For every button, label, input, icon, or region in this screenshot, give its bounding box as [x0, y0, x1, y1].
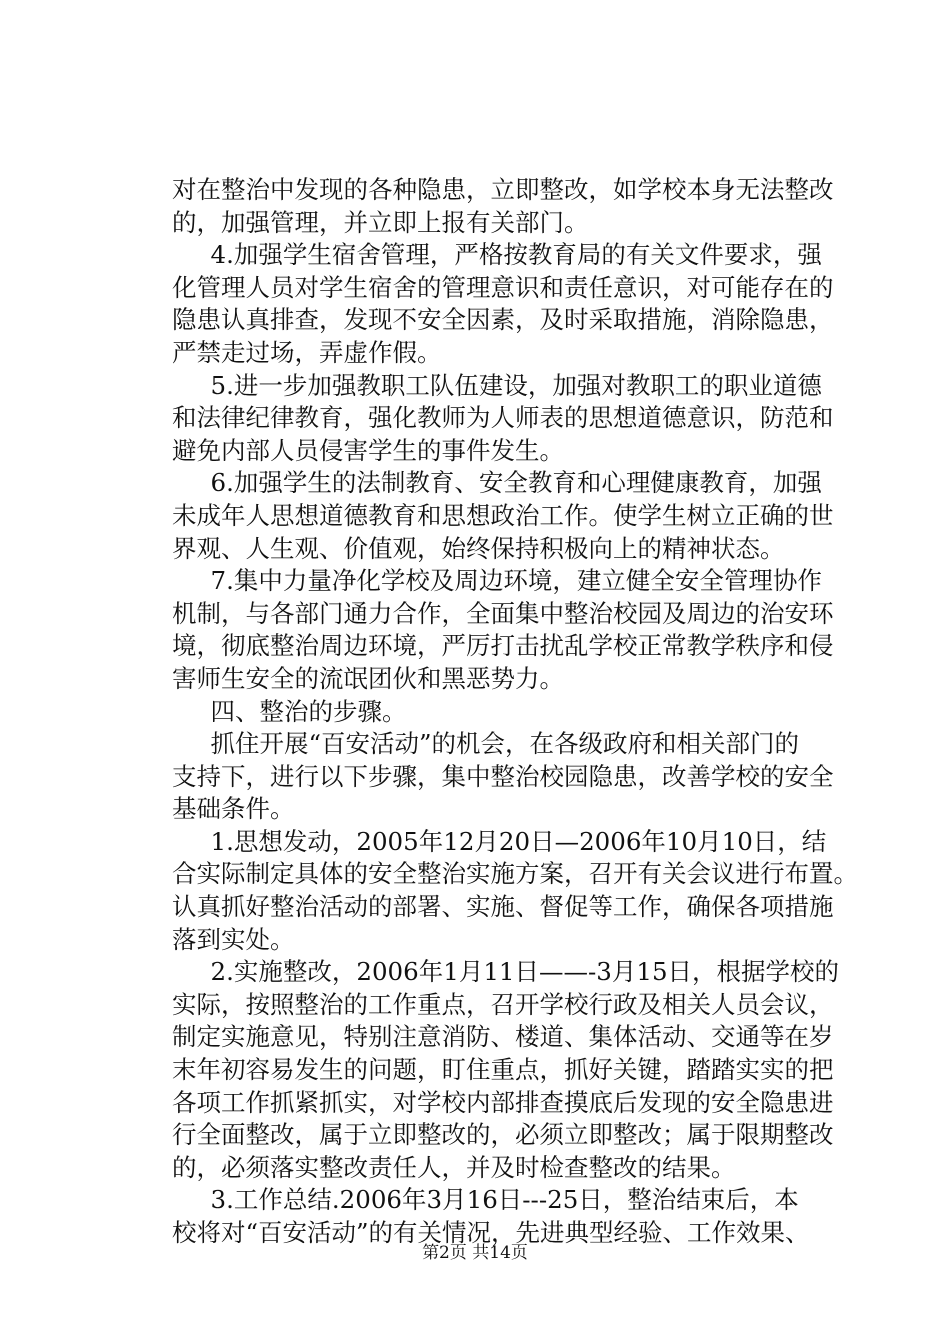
text-line: 的，加强管理，并立即上报有关部门。: [172, 207, 589, 237]
text-line: 校将对“百安活动”的有关情况，先进典型经验、工作效果、: [172, 1218, 810, 1247]
page-footer: 第2页 共14页: [422, 1243, 528, 1263]
text-line: 基础条件。: [172, 794, 295, 824]
text-line: 抓住开展“百安活动”的机会，在各级政府和相关部门的: [186, 729, 800, 759]
text-line: 认真抓好整治活动的部署、实施、督促等工作，确保各项措施: [172, 892, 834, 922]
text-line: 隐患认真排查，发现不安全因素，及时采取措施，消除隐患，: [172, 305, 834, 335]
text-line: 害师生安全的流氓团伙和黑恶势力。: [172, 663, 564, 693]
text-line: 未成年人思想道德教育和思想政治工作。使学生树立正确的世: [172, 500, 834, 530]
text-line: 实际，按照整治的工作重点，召开学校行政及相关人员会议，: [172, 989, 834, 1019]
text-line: 各项工作抓紧抓实，对学校内部排查摸底后发现的安全隐患进: [172, 1087, 834, 1117]
text-line: 对在整治中发现的各种隐患，立即整改，如学校本身无法整改: [172, 175, 834, 204]
text-line: 四、整治的步骤。: [186, 696, 407, 726]
text-line: 4.加强学生宿舍管理，严格按教育局的有关文件要求，强: [186, 240, 822, 270]
text-line: 合实际制定具体的安全整治实施方案，召开有关会议进行布置。: [172, 859, 858, 889]
text-line: 避免内部人员侵害学生的事件发生。: [172, 435, 564, 465]
text-line: 的，必须落实整改责任人，并及时检查整改的结果。: [172, 1152, 736, 1182]
body-text: [172, 174, 858, 1250]
text-line: 2.实施整改，2006年1月11日——-3月15日，根据学校的: [186, 957, 840, 987]
text-line: 制定实施意见，特别注意消防、楼道、集体活动、交通等在岁: [172, 1022, 834, 1052]
text-line: 落到实处。: [172, 924, 295, 954]
text-line: 6.加强学生的法制教育、安全教育和心理健康教育，加强: [186, 468, 822, 498]
text-line: 化管理人员对学生宿舍的管理意识和责任意识，对可能存在的: [172, 272, 834, 302]
text-line: 7.集中力量净化学校及周边环境，建立健全安全管理协作: [186, 566, 822, 596]
text-line: 界观、人生观、价值观，始终保持积极向上的精神状态。: [172, 533, 785, 563]
text-line: 严禁走过场，弄虚作假。: [172, 337, 442, 367]
text-line: 末年初容易发生的问题，盯住重点，抓好关键，踏踏实实的把: [172, 1055, 834, 1085]
text-line: 5.进一步加强教职工队伍建设，加强对教职工的职业道德: [186, 370, 822, 400]
text-line: 行全面整改，属于立即整改的，必须立即整改；属于限期整改: [172, 1120, 834, 1150]
text-line: 支持下，进行以下步骤，集中整治校园隐患，改善学校的安全: [172, 761, 834, 791]
text-line: 1.思想发动，2005年12月20日—2006年10月10日，结: [186, 826, 827, 856]
text-line: 机制，与各部门通力合作，全面集中整治校园及周边的治安环: [172, 598, 834, 628]
text-line: 3.工作总结.2006年3月16日---25日，整治结束后，本: [186, 1185, 799, 1215]
text-line: 境，彻底整治周边环境，严厉打击扰乱学校正常教学秩序和侵: [172, 631, 834, 661]
text-line: 和法律纪律教育，强化教师为人师表的思想道德意识，防范和: [172, 403, 834, 433]
